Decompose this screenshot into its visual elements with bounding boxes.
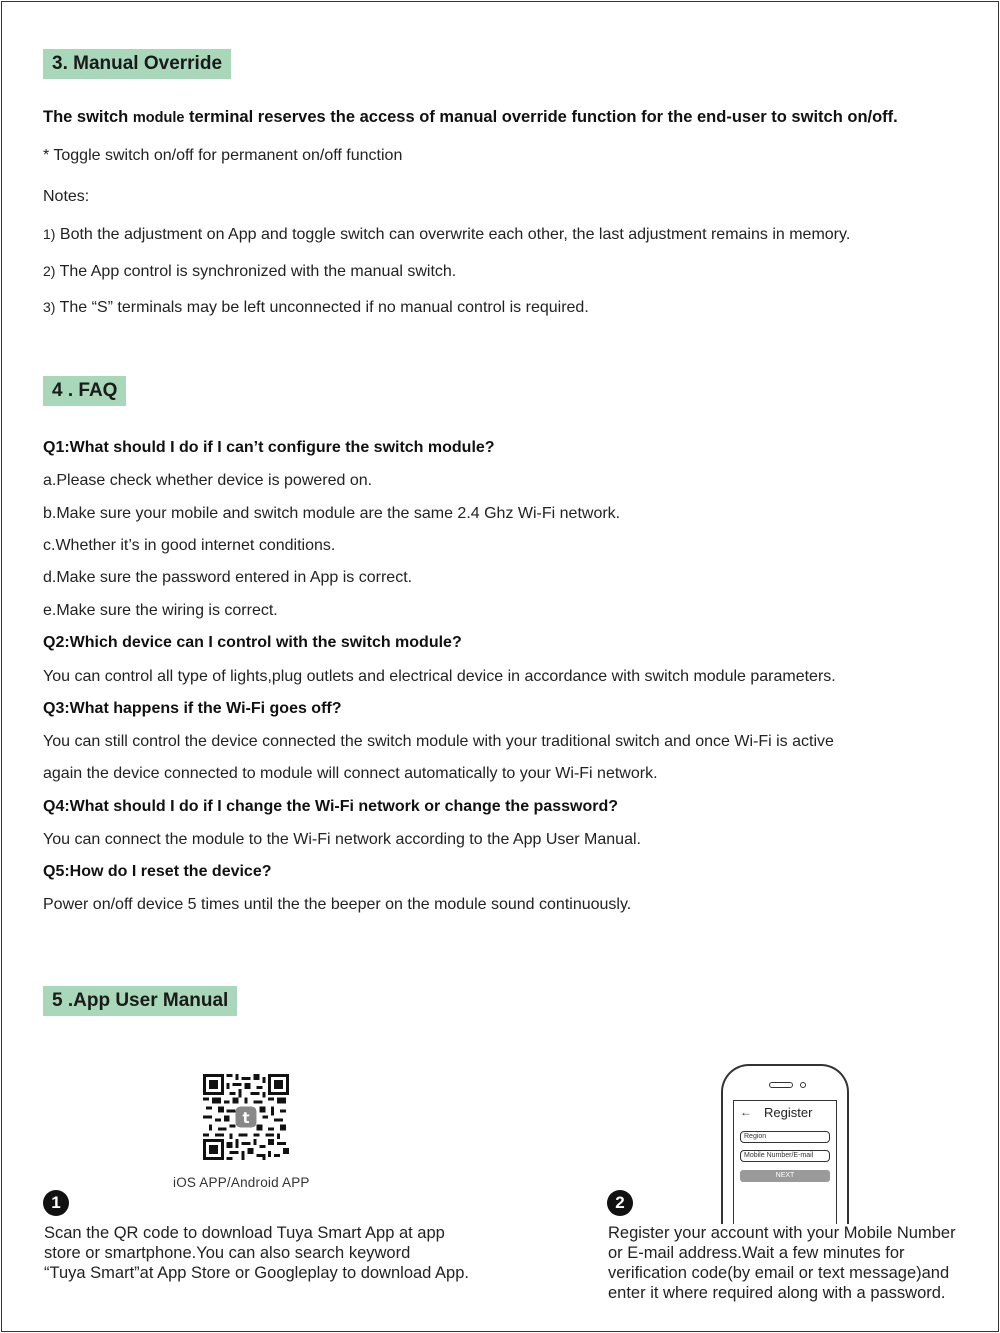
back-arrow-icon[interactable]: ← (740, 1105, 752, 1119)
section-4-heading: 4 . FAQ (43, 376, 126, 406)
faq-answer: again the device connected to module will connect automatically to your Wi-Fi network. (43, 765, 658, 782)
faq-answer: You can still control the device connected the switch module with your traditional switch and once Wi-Fi is active (43, 733, 834, 750)
faq-question-5: Q5:How do I reset the device? (43, 863, 272, 880)
faq-question-4: Q4:What should I do if I change the Wi-Fi network or change the password? (43, 798, 618, 815)
register-title: Register (764, 1105, 813, 1120)
note-text: The App control is synchronized with the manual switch. (59, 263, 457, 280)
toggle-note: * Toggle switch on/off for permanent on/off function (43, 147, 403, 164)
next-button[interactable]: NEXT (740, 1170, 830, 1182)
intro-post: terminal reserves the access of manual override function for the end-user to switch on/off. (184, 108, 898, 126)
step-line: or E-mail address.Wait a few minutes for (608, 1244, 905, 1262)
intro-small: module (132, 110, 185, 126)
note-item (43, 226, 850, 244)
mobile-email-field[interactable]: Mobile Number/E-mail (740, 1150, 830, 1162)
qr-caption: iOS APP/Android APP (173, 1175, 310, 1190)
step-line: Register your account with your Mobile Number (608, 1224, 956, 1242)
note-item (43, 299, 589, 317)
faq-question-2: Q2:Which device can I control with the switch module? (43, 634, 462, 651)
phone-speaker (769, 1082, 793, 1088)
faq-question-3: Q3:What happens if the Wi-Fi goes off? (43, 700, 342, 717)
step-2-text (608, 1223, 956, 1303)
svg-text:t: t (242, 1109, 250, 1127)
step-line: Scan the QR code to download Tuya Smart App at app (44, 1224, 445, 1242)
section-5-heading: 5 .App User Manual (43, 986, 237, 1016)
faq-answer: b.Make sure your mobile and switch module are the same 2.4 Ghz Wi-Fi network. (43, 505, 621, 522)
qr-code-icon (203, 1074, 289, 1160)
faq-answer: You can connect the module to the Wi-Fi network according to the App User Manual. (43, 831, 641, 848)
step-line: “Tuya Smart”at App Store or Googleplay to download App. (44, 1264, 469, 1282)
faq-answer: Power on/off device 5 times until the the beeper on the module sound continuously. (43, 896, 632, 913)
note-number: 2) (43, 263, 56, 279)
faq-answer: d.Make sure the password entered in App is correct. (43, 569, 413, 586)
faq-answer: e.Make sure the wiring is correct. (43, 602, 278, 619)
phone-camera (800, 1082, 806, 1088)
step-2-icon: 2 (607, 1190, 633, 1216)
note-text: Both the adjustment on App and toggle switch can overwrite each other, the last adjustment remains in memory. (59, 226, 851, 243)
step-line: enter it where required along with a password. (608, 1284, 946, 1302)
phone-screen (733, 1100, 837, 1224)
faq-answer: You can control all type of lights,plug outlets and electrical device in accordance with switch module parameters. (43, 668, 836, 685)
section-3-heading: 3. Manual Override (43, 49, 231, 79)
region-field[interactable]: Region (740, 1131, 830, 1143)
page-border (1, 1, 999, 1332)
step-line: store or smartphone.You can also search keyword (44, 1244, 411, 1262)
step-1-text (44, 1223, 469, 1283)
step-1-icon: 1 (43, 1190, 69, 1216)
note-number: 3) (43, 299, 56, 315)
step-line: verification code(by email or text message)and (608, 1264, 950, 1282)
faq-answer: c.Whether it’s in good internet conditions. (43, 537, 336, 554)
faq-question-1: Q1:What should I do if I can’t configure the switch module? (43, 439, 495, 456)
note-text: The “S” terminals may be left unconnected if no manual control is required. (59, 299, 589, 316)
smartphone-icon (721, 1064, 849, 1224)
note-item (43, 263, 456, 281)
note-number: 1) (43, 226, 56, 242)
notes-label: Notes: (43, 188, 90, 205)
faq-answer: a.Please check whether device is powered on. (43, 472, 373, 489)
intro-pre: The switch (43, 108, 133, 126)
manual-override-intro (43, 108, 898, 127)
